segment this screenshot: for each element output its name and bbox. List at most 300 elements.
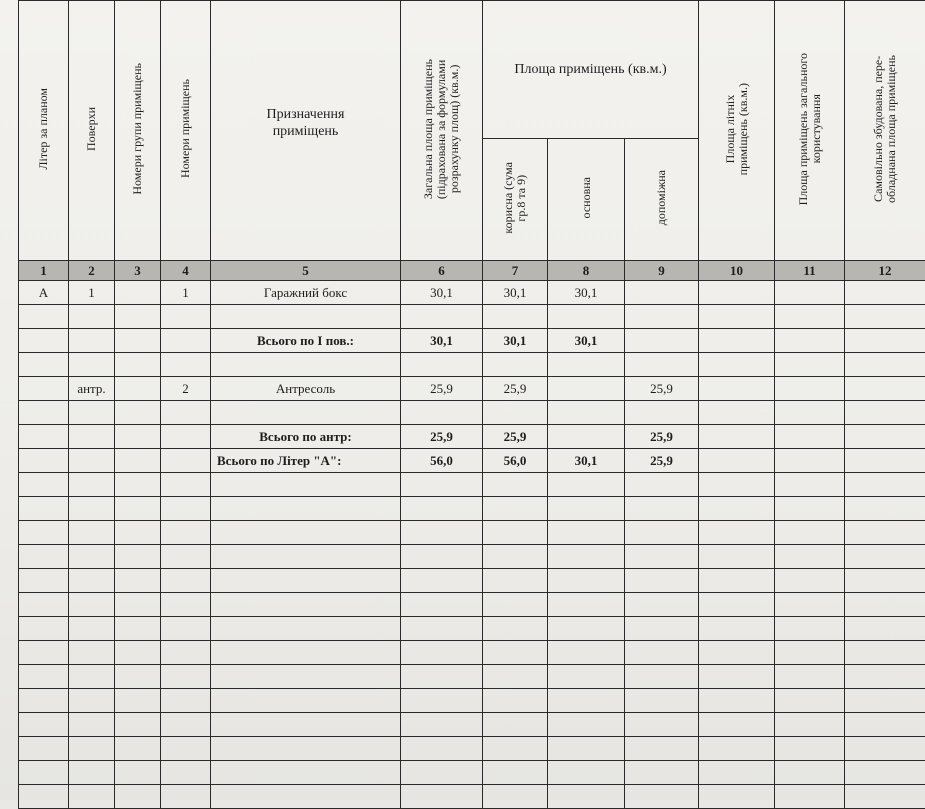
useful-area-cell (483, 305, 548, 329)
empty-cell (845, 473, 925, 497)
floor-cell (69, 449, 115, 473)
empty-cell (401, 617, 483, 641)
unauthorized-area-cell (845, 449, 925, 473)
empty-cell (19, 521, 69, 545)
main-area-cell: 30,1 (548, 329, 625, 353)
floor-cell: антр. (69, 377, 115, 401)
empty-cell (845, 737, 925, 761)
room-number-cell (161, 353, 211, 377)
unauthorized-area-cell (845, 353, 925, 377)
column-number: 10 (699, 261, 775, 281)
empty-cell (775, 473, 845, 497)
empty-cell (625, 785, 699, 809)
empty-cell (19, 473, 69, 497)
empty-cell (69, 569, 115, 593)
liter-cell: А (19, 281, 69, 305)
empty-cell (401, 521, 483, 545)
empty-table-row (19, 617, 925, 641)
empty-table-row (19, 665, 925, 689)
unauthorized-area-cell (845, 377, 925, 401)
empty-cell (211, 785, 401, 809)
table-row (19, 305, 925, 329)
empty-cell (69, 545, 115, 569)
empty-cell (699, 545, 775, 569)
empty-cell (211, 713, 401, 737)
header-total-area: Загальна площа приміщень (підрахована за формулами розрахунку площ) (кв.м.) (401, 1, 483, 261)
empty-cell (625, 617, 699, 641)
header-floors: Поверхи (69, 1, 115, 261)
empty-cell (483, 713, 548, 737)
empty-cell (401, 569, 483, 593)
empty-cell (19, 593, 69, 617)
empty-cell (19, 785, 69, 809)
useful-area-cell (483, 353, 548, 377)
column-numbers-row (19, 261, 925, 281)
empty-cell (775, 737, 845, 761)
empty-table-row (19, 641, 925, 665)
empty-cell (401, 665, 483, 689)
empty-cell (19, 713, 69, 737)
purpose-cell: Всього по Літер "А": (211, 449, 401, 473)
summer-area-cell (699, 281, 775, 305)
empty-cell (115, 497, 161, 521)
empty-cell (211, 737, 401, 761)
purpose-cell: Всього по І пов.: (211, 329, 401, 353)
liter-cell (19, 353, 69, 377)
room-number-cell (161, 425, 211, 449)
empty-cell (115, 665, 161, 689)
room-number-cell (161, 329, 211, 353)
empty-cell (625, 713, 699, 737)
empty-table-row (19, 593, 925, 617)
empty-cell (483, 761, 548, 785)
empty-cell (699, 593, 775, 617)
empty-cell (161, 665, 211, 689)
purpose-cell: Всього по антр: (211, 425, 401, 449)
liter-cell (19, 425, 69, 449)
empty-cell (483, 593, 548, 617)
summer-area-cell (699, 425, 775, 449)
empty-cell (19, 737, 69, 761)
empty-cell (483, 737, 548, 761)
total-area-cell: 30,1 (401, 281, 483, 305)
main-area-cell (548, 353, 625, 377)
empty-cell (161, 737, 211, 761)
group-cell (115, 449, 161, 473)
empty-cell (548, 617, 625, 641)
liter-cell (19, 329, 69, 353)
empty-cell (211, 473, 401, 497)
empty-cell (115, 761, 161, 785)
empty-cell (115, 473, 161, 497)
header-auxiliary-area: допоміжна (625, 139, 699, 261)
empty-table-row (19, 761, 925, 785)
empty-table-row (19, 473, 925, 497)
empty-cell (625, 497, 699, 521)
summer-area-cell (699, 449, 775, 473)
header-common-area: Площа приміщень загального користування (775, 1, 845, 261)
empty-cell (775, 713, 845, 737)
common-area-cell (775, 401, 845, 425)
empty-cell (69, 761, 115, 785)
empty-cell (211, 665, 401, 689)
empty-cell (211, 617, 401, 641)
empty-cell (69, 473, 115, 497)
column-number: 12 (845, 261, 925, 281)
summer-area-cell (699, 305, 775, 329)
unauthorized-area-cell (845, 329, 925, 353)
empty-cell (625, 473, 699, 497)
empty-cell (69, 689, 115, 713)
empty-cell (699, 473, 775, 497)
empty-cell (69, 617, 115, 641)
empty-cell (775, 617, 845, 641)
empty-cell (69, 641, 115, 665)
column-number: 9 (625, 261, 699, 281)
summer-area-cell (699, 377, 775, 401)
empty-cell (548, 473, 625, 497)
empty-cell (548, 497, 625, 521)
empty-cell (548, 785, 625, 809)
empty-cell (845, 785, 925, 809)
empty-cell (483, 521, 548, 545)
table-row (19, 425, 925, 449)
empty-cell (211, 761, 401, 785)
column-number: 5 (211, 261, 401, 281)
empty-cell (548, 593, 625, 617)
empty-table-row (19, 545, 925, 569)
main-area-cell (548, 425, 625, 449)
table-body (19, 281, 925, 809)
empty-cell (161, 689, 211, 713)
column-number: 2 (69, 261, 115, 281)
empty-cell (845, 593, 925, 617)
empty-cell (401, 689, 483, 713)
empty-table-row (19, 497, 925, 521)
header-area-group: Площа приміщень (кв.м.) (483, 1, 699, 139)
empty-cell (845, 761, 925, 785)
empty-cell (115, 689, 161, 713)
common-area-cell (775, 281, 845, 305)
empty-cell (548, 737, 625, 761)
empty-cell (548, 545, 625, 569)
empty-cell (115, 569, 161, 593)
empty-cell (19, 665, 69, 689)
floor-cell (69, 425, 115, 449)
empty-cell (115, 593, 161, 617)
empty-cell (775, 545, 845, 569)
empty-cell (625, 761, 699, 785)
table-row (19, 353, 925, 377)
total-area-cell (401, 353, 483, 377)
empty-cell (845, 569, 925, 593)
empty-cell (161, 569, 211, 593)
unauthorized-area-cell (845, 401, 925, 425)
empty-cell (211, 521, 401, 545)
group-cell (115, 377, 161, 401)
header-room-group-numbers: Номери групи приміщень (115, 1, 161, 261)
total-area-cell (401, 401, 483, 425)
empty-cell (699, 713, 775, 737)
empty-cell (548, 521, 625, 545)
useful-area-cell: 25,9 (483, 425, 548, 449)
auxiliary-area-cell (625, 353, 699, 377)
empty-cell (775, 497, 845, 521)
empty-cell (161, 497, 211, 521)
empty-cell (699, 737, 775, 761)
useful-area-cell: 56,0 (483, 449, 548, 473)
empty-cell (161, 545, 211, 569)
empty-cell (845, 521, 925, 545)
empty-cell (775, 761, 845, 785)
empty-cell (625, 641, 699, 665)
header-useful-area: корисна (сума гр.8 та 9) (483, 139, 548, 261)
empty-cell (548, 713, 625, 737)
empty-cell (483, 617, 548, 641)
empty-cell (775, 641, 845, 665)
table-row (19, 377, 925, 401)
empty-cell (548, 641, 625, 665)
empty-cell (548, 761, 625, 785)
column-number: 6 (401, 261, 483, 281)
empty-cell (211, 545, 401, 569)
auxiliary-area-cell: 25,9 (625, 449, 699, 473)
empty-cell (625, 569, 699, 593)
empty-cell (401, 641, 483, 665)
empty-table-row (19, 521, 925, 545)
empty-cell (483, 641, 548, 665)
empty-cell (401, 473, 483, 497)
floor-cell (69, 401, 115, 425)
column-number: 11 (775, 261, 845, 281)
empty-cell (69, 497, 115, 521)
empty-cell (19, 545, 69, 569)
empty-cell (625, 737, 699, 761)
summer-area-cell (699, 353, 775, 377)
auxiliary-area-cell (625, 305, 699, 329)
table-row (19, 401, 925, 425)
auxiliary-area-cell: 25,9 (625, 377, 699, 401)
total-area-cell: 25,9 (401, 425, 483, 449)
empty-cell (775, 665, 845, 689)
empty-cell (161, 641, 211, 665)
auxiliary-area-cell: 25,9 (625, 425, 699, 449)
total-area-cell: 25,9 (401, 377, 483, 401)
useful-area-cell: 30,1 (483, 329, 548, 353)
unauthorized-area-cell (845, 425, 925, 449)
empty-cell (699, 497, 775, 521)
empty-table-row (19, 737, 925, 761)
empty-cell (775, 785, 845, 809)
group-cell (115, 353, 161, 377)
empty-cell (69, 713, 115, 737)
empty-cell (211, 569, 401, 593)
empty-cell (845, 665, 925, 689)
empty-cell (699, 785, 775, 809)
header-room-numbers: Номери приміщень (161, 1, 211, 261)
floor-cell: 1 (69, 281, 115, 305)
liter-cell (19, 401, 69, 425)
rooms-area-table (18, 0, 925, 809)
empty-cell (401, 497, 483, 521)
empty-cell (845, 545, 925, 569)
empty-cell (115, 785, 161, 809)
empty-cell (625, 665, 699, 689)
empty-cell (699, 617, 775, 641)
total-area-cell: 56,0 (401, 449, 483, 473)
common-area-cell (775, 305, 845, 329)
empty-cell (483, 497, 548, 521)
empty-cell (699, 569, 775, 593)
useful-area-cell: 30,1 (483, 281, 548, 305)
empty-cell (161, 761, 211, 785)
empty-cell (161, 785, 211, 809)
empty-cell (19, 641, 69, 665)
empty-table-row (19, 569, 925, 593)
empty-cell (845, 641, 925, 665)
common-area-cell (775, 425, 845, 449)
column-number: 3 (115, 261, 161, 281)
empty-cell (161, 473, 211, 497)
room-number-cell (161, 305, 211, 329)
common-area-cell (775, 377, 845, 401)
column-number: 7 (483, 261, 548, 281)
liter-cell (19, 305, 69, 329)
main-area-cell: 30,1 (548, 449, 625, 473)
column-number: 4 (161, 261, 211, 281)
floor-cell (69, 305, 115, 329)
empty-cell (845, 713, 925, 737)
empty-cell (69, 737, 115, 761)
empty-cell (161, 617, 211, 641)
summer-area-cell (699, 329, 775, 353)
group-cell (115, 329, 161, 353)
empty-cell (115, 545, 161, 569)
purpose-cell (211, 353, 401, 377)
main-area-cell: 30,1 (548, 281, 625, 305)
empty-cell (483, 689, 548, 713)
empty-cell (69, 785, 115, 809)
summer-area-cell (699, 401, 775, 425)
empty-cell (69, 665, 115, 689)
header-room-purpose: Призначення приміщень (211, 1, 401, 261)
empty-cell (211, 689, 401, 713)
empty-cell (401, 713, 483, 737)
empty-table-row (19, 785, 925, 809)
group-cell (115, 281, 161, 305)
empty-cell (548, 569, 625, 593)
useful-area-cell: 25,9 (483, 377, 548, 401)
group-cell (115, 425, 161, 449)
header-liter: Літер за планом (19, 1, 69, 261)
empty-cell (19, 689, 69, 713)
empty-cell (775, 521, 845, 545)
empty-cell (483, 665, 548, 689)
empty-cell (69, 593, 115, 617)
empty-cell (115, 521, 161, 545)
header-main-area: основна (548, 139, 625, 261)
empty-cell (19, 569, 69, 593)
empty-cell (115, 737, 161, 761)
table-row (19, 449, 925, 473)
empty-cell (115, 641, 161, 665)
unauthorized-area-cell (845, 281, 925, 305)
header-unauthorized-area: Самовільно збудована, пере- обладнана площа приміщень (845, 1, 925, 261)
empty-table-row (19, 689, 925, 713)
useful-area-cell (483, 401, 548, 425)
empty-cell (19, 761, 69, 785)
empty-cell (115, 617, 161, 641)
empty-cell (625, 689, 699, 713)
empty-cell (775, 593, 845, 617)
empty-cell (211, 641, 401, 665)
table-row (19, 281, 925, 305)
auxiliary-area-cell (625, 281, 699, 305)
liter-cell (19, 377, 69, 401)
common-area-cell (775, 353, 845, 377)
common-area-cell (775, 449, 845, 473)
room-number-cell: 2 (161, 377, 211, 401)
empty-cell (161, 521, 211, 545)
empty-cell (548, 665, 625, 689)
empty-cell (699, 689, 775, 713)
empty-cell (211, 497, 401, 521)
unauthorized-area-cell (845, 305, 925, 329)
floor-cell (69, 353, 115, 377)
main-area-cell (548, 377, 625, 401)
empty-cell (19, 617, 69, 641)
room-number-cell (161, 449, 211, 473)
empty-cell (483, 785, 548, 809)
empty-cell (401, 737, 483, 761)
empty-cell (625, 593, 699, 617)
empty-cell (775, 689, 845, 713)
empty-cell (845, 689, 925, 713)
auxiliary-area-cell (625, 329, 699, 353)
empty-cell (401, 545, 483, 569)
room-number-cell: 1 (161, 281, 211, 305)
empty-cell (548, 689, 625, 713)
column-number: 1 (19, 261, 69, 281)
purpose-cell: Гаражний бокс (211, 281, 401, 305)
empty-cell (483, 473, 548, 497)
purpose-cell: Антресоль (211, 377, 401, 401)
room-number-cell (161, 401, 211, 425)
group-cell (115, 401, 161, 425)
total-area-cell (401, 305, 483, 329)
empty-cell (699, 521, 775, 545)
empty-cell (845, 617, 925, 641)
main-area-cell (548, 305, 625, 329)
empty-cell (161, 593, 211, 617)
empty-cell (699, 641, 775, 665)
liter-cell (19, 449, 69, 473)
empty-cell (845, 497, 925, 521)
empty-cell (625, 521, 699, 545)
purpose-cell (211, 305, 401, 329)
empty-cell (115, 713, 161, 737)
empty-cell (69, 521, 115, 545)
empty-cell (699, 761, 775, 785)
empty-cell (483, 569, 548, 593)
empty-cell (161, 713, 211, 737)
header-summer-area: Площа літніх приміщень (кв.м.) (699, 1, 775, 261)
empty-cell (401, 785, 483, 809)
floor-cell (69, 329, 115, 353)
group-cell (115, 305, 161, 329)
empty-cell (775, 569, 845, 593)
empty-cell (19, 497, 69, 521)
